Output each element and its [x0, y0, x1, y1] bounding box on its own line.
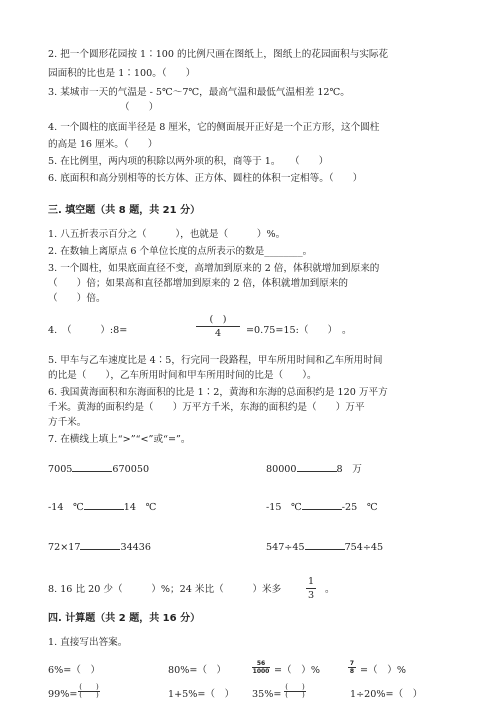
fill-q8-frac-num: 1: [307, 576, 315, 587]
fill-q2: 2. 在数轴上离原点 6 个单位长度的点所表示的数是________。: [48, 246, 313, 257]
compare-item: -14 ℃ 14 ℃: [48, 502, 157, 513]
answer-blank[interactable]: [297, 462, 337, 472]
fill-q3-line2: （ ）倍；如果高和直径都增加到原来的 2 倍，体积就增加到原来的: [48, 278, 349, 289]
answer-blank[interactable]: [302, 500, 342, 510]
fraction-bar: [196, 326, 240, 327]
judge-q3-line1: 3. 某城市一天的气温是 - 5℃～7℃，最高气温和最低气温相差 12℃。: [48, 87, 350, 98]
answer-blank[interactable]: [72, 462, 112, 472]
judge-q2-line2: 园面积的比也是 1∶100。（ ）: [48, 68, 196, 79]
fill-q6-line3: 方千米。: [48, 417, 87, 428]
compare-item: 547÷45 754÷45: [266, 542, 384, 553]
judge-q2-line1: 2. 把一个圆形花园按 1∶100 的比例尺画在图纸上，图纸上的花园面积与实际花: [48, 49, 389, 60]
fill-q1: 1. 八五折表示百分之（ ），也就是（ ）%。: [48, 229, 286, 240]
calc-answer-fraction[interactable]: ( ) ( ): [79, 683, 99, 699]
compare-item: 72×17 34436: [48, 542, 151, 553]
fill-q5-line2: 的比是（ ），乙车所用时间和甲车所用时间的比是（ ）。: [48, 370, 317, 381]
calc-fraction-56-1000: 56 1000: [252, 660, 270, 675]
fill-q4-right: =0.75=15:（ ） 。: [246, 325, 352, 336]
fill-q4-frac-den: 4: [214, 328, 222, 339]
calc-item: =（ ）%: [360, 665, 406, 676]
section4-heading: 四. 计算题（共 2 题，共 16 分）: [48, 613, 201, 624]
calc-item: 1+5%=（ ）: [168, 689, 235, 700]
section3-heading: 三. 填空题（共 8 题，共 21 分）: [48, 205, 201, 216]
fill-q4-frac-num: ( ): [209, 314, 227, 325]
compare-item: 7005 670050: [48, 464, 150, 475]
judge-q4-line2: 的高是 16 厘米。（ ）: [48, 139, 158, 150]
fill-q7: 7. 在横线上填上“>”“<”或“=”。: [48, 434, 191, 445]
calc-item: 99%=: [48, 689, 78, 700]
calc-item: 1÷20%=（ ）: [350, 689, 423, 700]
calc-item: 35%=: [252, 689, 282, 700]
judge-q6: 6. 底面积和高分别相等的长方体、正方体、圆柱的体积一定相等。（ ）: [48, 173, 363, 184]
fill-q8: 8. 16 比 20 少（ ）%；24 米比（ ）米多: [48, 584, 282, 595]
calc-item: 80%=（ ）: [168, 665, 227, 676]
fill-q6-line2: 千米。黄海的面积约是（ ）万平方千米，东海的面积约是（ ）万平: [48, 402, 365, 413]
fill-q3-line3: （ ）倍。: [48, 293, 106, 304]
calc-fraction-7-8: 7 8: [349, 660, 355, 675]
calc-item: 6%=（ ）: [48, 665, 101, 676]
answer-blank[interactable]: [84, 500, 124, 510]
fill-q5-line1: 5. 甲车与乙车速度比是 4∶5，行完同一段路程，甲车所用时间和乙车所用时间: [48, 355, 383, 366]
fill-q4-fraction: [196, 314, 240, 339]
fill-q4-left: 4. （ ）:8=: [48, 325, 128, 336]
fill-q8-frac-den: 3: [307, 590, 315, 601]
calc-q1: 1. 直接写出答案。: [48, 637, 128, 648]
fill-q8-end: 。: [325, 584, 335, 595]
compare-item: -15 ℃ -25 ℃: [266, 502, 378, 513]
fill-q8-fraction: [306, 576, 316, 601]
answer-blank[interactable]: [305, 540, 345, 550]
judge-q4-line1: 4. 一个圆柱的底面半径是 8 厘米，它的侧面展开正好是一个正方形，这个圆柱: [48, 122, 380, 133]
fill-q3-line1: 3. 一个圆柱，如果底面直径不变，高增加到原来的 2 倍，体积就增加到原来的: [48, 263, 380, 274]
compare-item: 80000 8 万: [266, 464, 362, 475]
judge-q3-line2: （ ）: [120, 102, 159, 113]
calc-answer-fraction[interactable]: ( ) ( ): [285, 683, 305, 699]
calc-item: =（ ）%: [274, 665, 320, 676]
answer-blank[interactable]: [80, 540, 120, 550]
fill-q6-line1: 6. 我国黄海面积和东海面积的比是 1∶2，黄海和东海的总面积约是 120 万平方: [48, 387, 388, 398]
judge-q5: 5. 在比例里，两内项的积除以两外项的积，商等于 1。 （ ）: [48, 156, 329, 167]
fraction-bar: [306, 588, 316, 589]
